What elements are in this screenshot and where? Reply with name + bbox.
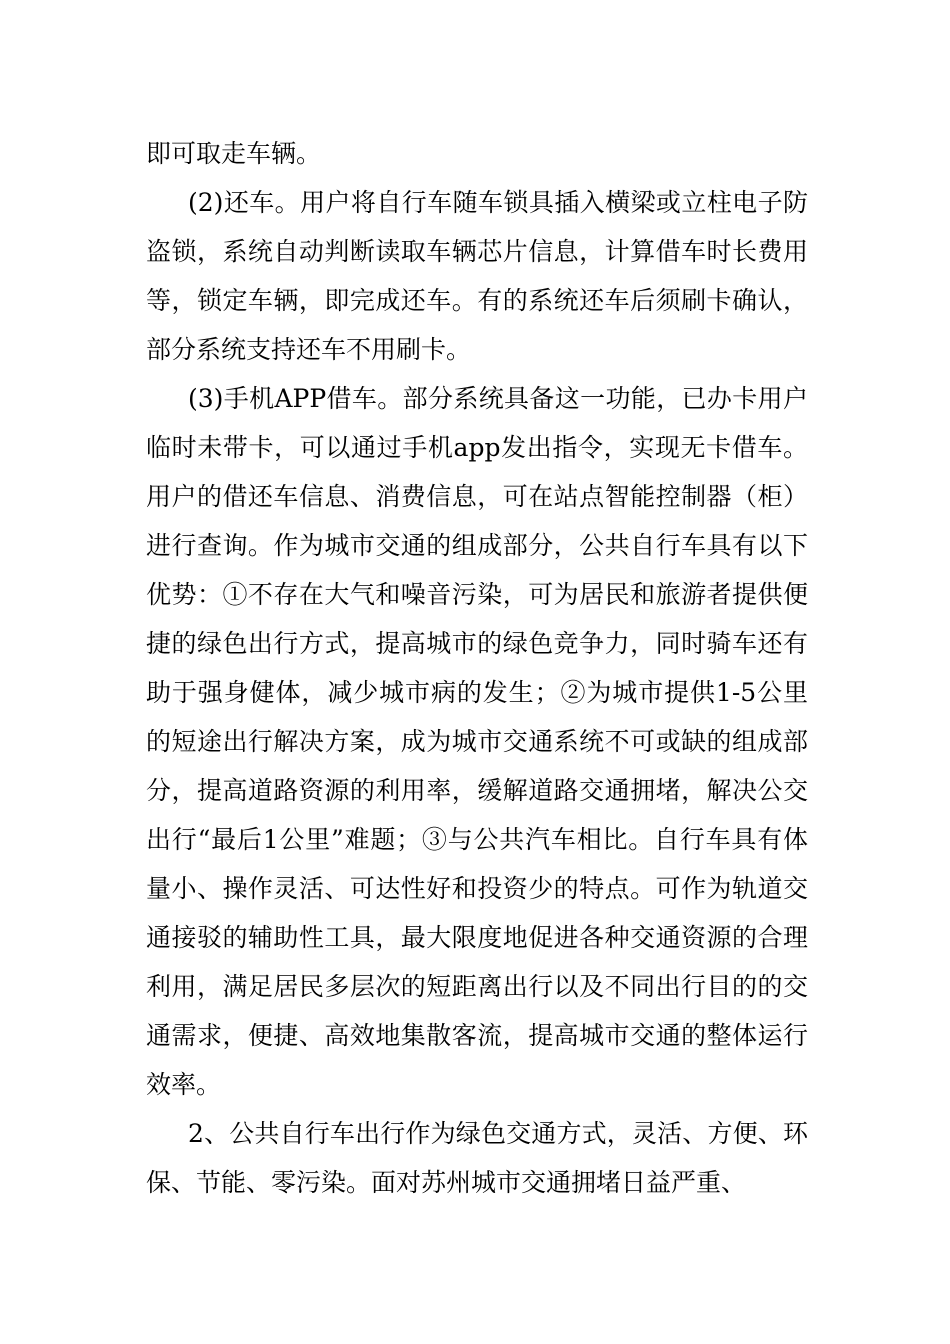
document-body <box>146 129 808 1207</box>
paragraph-continuation: 即可取走车辆。 <box>146 139 322 168</box>
paragraph-app-borrow: (3)手机APP借车。部分系统具备这一功能，已办卡用户临时未带卡，可以通过手机app发出指令，实现无卡借车。用户的借还车信息、消费信息，可在站点智能控制器（柜）进行查询。作为城市交通的组成部分，公共自行车具有以下优势：①不存在大气和噪音污染，可为居民和旅游者提供便捷的绿色出行方式，提高城市的绿色竞争力，同时骑车还有助于强身健体，减少城市病的发生；②为城市提供1-5公里的短途出行解决方案，成为城市交通系统不可或缺的组成部分，提高道路资源的利用率，缓解道路交通拥堵，解决公交出行“最后1公里”难题；③与公共汽车相比。自行车具有体量小、操作灵活、可达性好和投资少的特点。可作为轨道交通接驳的辅助性工具，最大限度地促进各种交通资源的合理利用，满足居民多层次的短距离出行以及不同出行目的的交通需求，便捷、高效地集散客流，提高城市交通的整体运行效率。 <box>146 384 808 1099</box>
paragraph-green-transport: 2、公共自行车出行作为绿色交通方式，灵活、方便、环保、节能、零污染。面对苏州城市交通拥堵日益严重、 <box>146 1119 808 1197</box>
paragraph-return-bike: (2)还车。用户将自行车随车锁具插入横梁或立柱电子防盗锁，系统自动判断读取车辆芯片信息，计算借车时长费用等，锁定车辆，即完成还车。有的系统还车后须刷卡确认，部分系统支持还车不用刷卡。 <box>146 188 808 364</box>
